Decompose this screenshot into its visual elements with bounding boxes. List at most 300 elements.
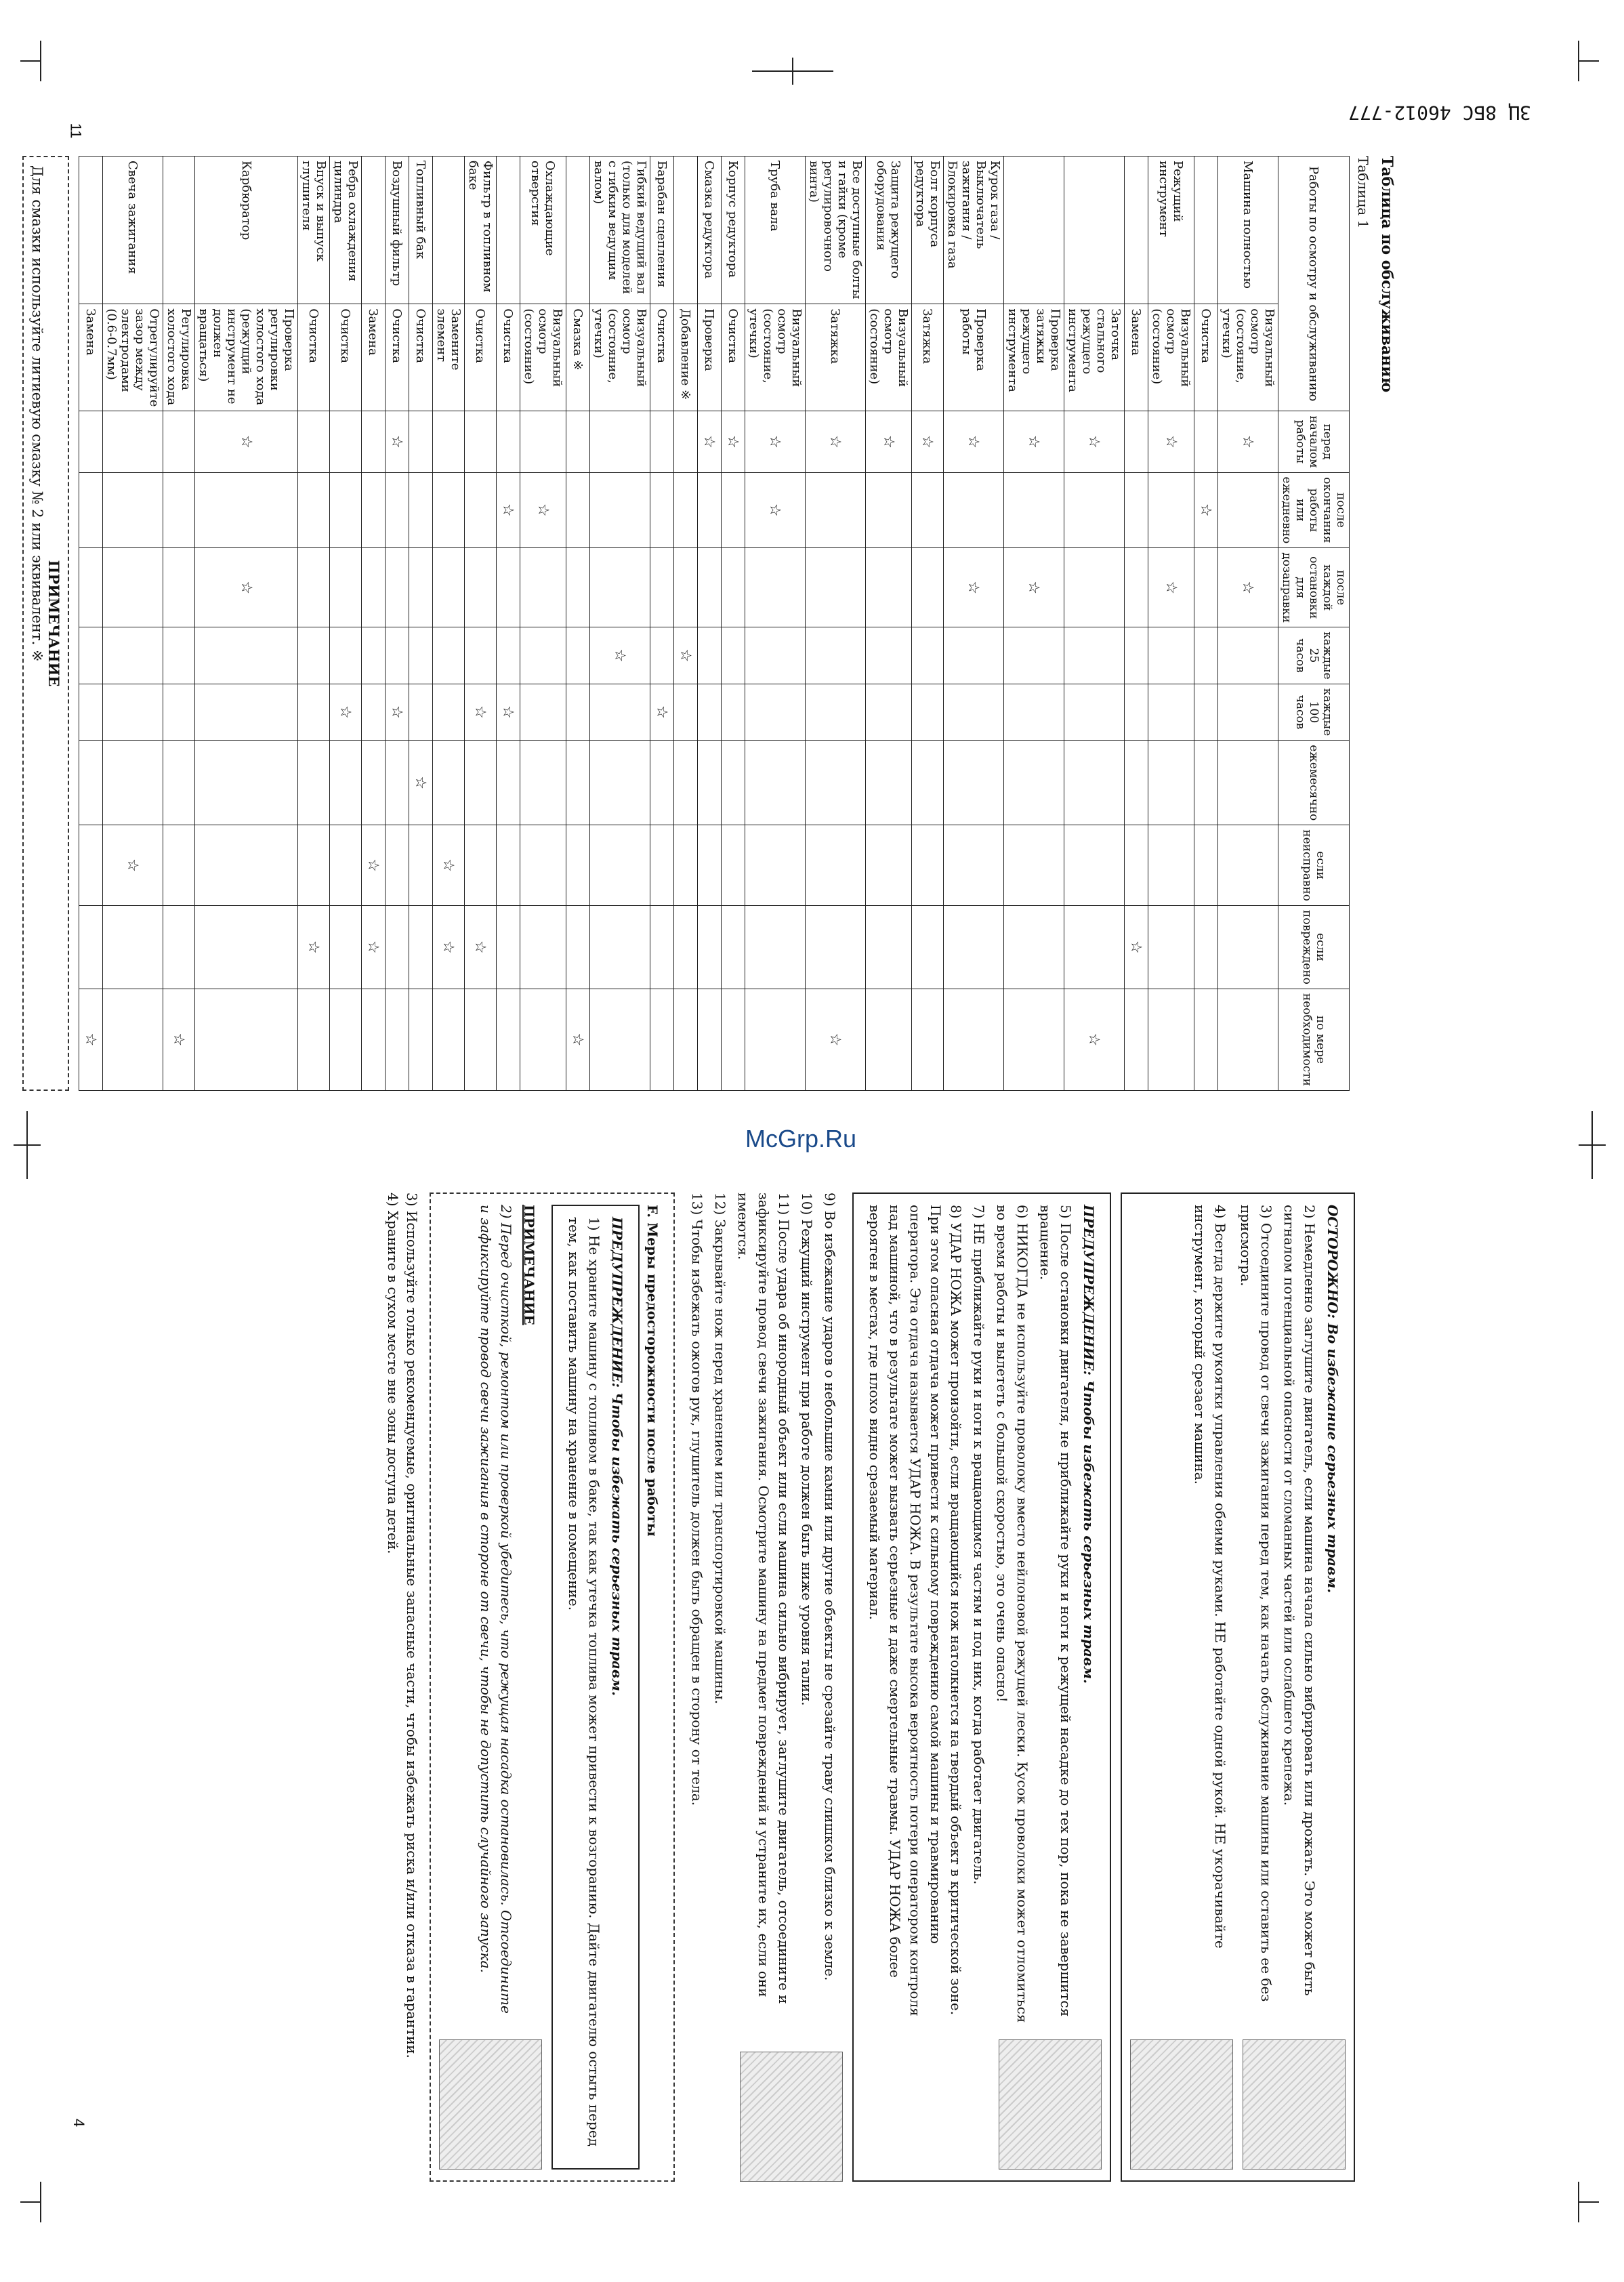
table-cell-empty: [298, 741, 330, 825]
table-cell-empty: [722, 741, 745, 825]
table-cell-empty: [674, 741, 698, 825]
table-cell-empty: [330, 741, 362, 825]
star-mark-icon: ☆: [566, 989, 590, 1090]
illustration-operator: [740, 2052, 843, 2182]
table-cell-empty: [163, 906, 195, 989]
table-cell-empty: [745, 684, 806, 740]
table-cell-empty: [195, 684, 298, 740]
table-cell-empty: [497, 906, 520, 989]
table-cell-item: [1064, 157, 1125, 304]
table-cell-empty: [722, 627, 745, 684]
note-text: Для смазки используйте литиевую смазку № 2 или эквивалент. ※: [29, 165, 45, 662]
table-cell-empty: [298, 684, 330, 740]
table-cell-empty: [195, 825, 298, 906]
table-cell-empty: [1148, 825, 1194, 906]
table-cell-empty: [566, 906, 590, 989]
table-cell-empty: [944, 684, 1004, 740]
table-cell-empty: [806, 684, 866, 740]
table-cell-empty: [745, 548, 806, 627]
table-cell-empty: [1125, 627, 1148, 684]
table-cell-empty: [698, 989, 722, 1090]
table-cell-empty: [866, 472, 912, 548]
table-cell-empty: [1004, 627, 1064, 684]
table-row: [103, 157, 163, 1091]
table-cell-item: Впуск и выпуск глушителя: [298, 157, 330, 304]
table-cell-empty: [866, 684, 912, 740]
table-cell-empty: [103, 906, 163, 989]
table-cell-empty: [1004, 741, 1064, 825]
table-cell-empty: [912, 741, 944, 825]
table-cell-empty: [722, 472, 745, 548]
period-header: каждые 25 часов: [1278, 627, 1350, 684]
table-cell-item: Барабан сцепления: [650, 157, 674, 304]
table-cell-empty: [1148, 989, 1194, 1090]
table-row: [650, 157, 674, 1091]
table-cell-item: [362, 157, 386, 304]
table-cell-empty: [944, 741, 1004, 825]
table-cell-empty: [866, 825, 912, 906]
table-cell-empty: [590, 548, 650, 627]
table-cell-item: Защита режущего оборудования: [866, 157, 912, 304]
star-mark-icon: ☆: [944, 411, 1004, 472]
note-title: ПРИМЕЧАНИЕ: [45, 560, 62, 687]
table-cell-empty: [1218, 627, 1278, 684]
table-cell-item: Воздушный фильтр: [386, 157, 409, 304]
table-cell-empty: [1218, 989, 1278, 1090]
table-row: [409, 157, 433, 1091]
table-cell-empty: [566, 548, 590, 627]
table-cell-empty: [497, 627, 520, 684]
table-cell-empty: [912, 548, 944, 627]
star-mark-icon: ☆: [722, 411, 745, 472]
warnings-panel: [102, 1192, 1355, 2182]
table-cell-empty: [520, 411, 566, 472]
table-row: [520, 157, 566, 1091]
table-row: [1194, 157, 1218, 1091]
table-cell-empty: [195, 741, 298, 825]
table-row: [1148, 157, 1194, 1091]
table-cell-operation: Отрегулируйте зазор между электродами (0.6-0.7мм): [103, 304, 163, 411]
table-row: [722, 157, 745, 1091]
table-cell-empty: [362, 472, 386, 548]
table-cell-empty: [590, 741, 650, 825]
table-cell-empty: [362, 741, 386, 825]
warning-item: 9) Во избежание ударов о небольшие камни или другие объекты не срезайте траву слишком близко к земле.: [822, 1192, 838, 1981]
table-cell-empty: [566, 472, 590, 548]
table-cell-empty: [79, 548, 103, 627]
table-cell-item: [79, 157, 103, 304]
table-cell-operation: Очистка: [1194, 304, 1218, 411]
table-row: [1064, 157, 1125, 1091]
table-cell-operation: Очистка: [386, 304, 409, 411]
table-cell-item: [566, 157, 590, 304]
table-cell-empty: [866, 906, 912, 989]
watermark: McGrp.Ru: [745, 1125, 857, 1153]
table-cell-empty: [330, 989, 362, 1090]
table-cell-empty: [745, 627, 806, 684]
table-cell-empty: [1194, 906, 1218, 989]
table-cell-empty: [806, 472, 866, 548]
table-cell-empty: [386, 906, 409, 989]
table-cell-empty: [698, 825, 722, 906]
table-cell-empty: [433, 684, 465, 740]
table-cell-empty: [698, 627, 722, 684]
table-cell-empty: [362, 989, 386, 1090]
table-cell-empty: [674, 548, 698, 627]
table-cell-operation: Регулировка холостого хода: [163, 304, 195, 411]
star-mark-icon: ☆: [674, 627, 698, 684]
table-cell-operation: Очистка: [330, 304, 362, 411]
warning-item: 1) Не храните машину с топливом в баке, так как утечка топлива может привести к возгоранию. Дайте двигателю остыть перед тем, как поставить машину на хранение в помещение.: [566, 1217, 602, 2146]
star-mark-icon: ☆: [409, 741, 433, 825]
table-cell-empty: [465, 548, 497, 627]
table-cell-empty: [1125, 472, 1148, 548]
table-cell-empty: [433, 548, 465, 627]
period-header: после окончания работы или ежедневно: [1278, 472, 1350, 548]
table-cell-empty: [674, 825, 698, 906]
table-row: [465, 157, 497, 1091]
table-cell-empty: [330, 906, 362, 989]
table-cell-empty: [520, 741, 566, 825]
table-cell-empty: [195, 627, 298, 684]
table-cell-empty: [745, 741, 806, 825]
star-mark-icon: ☆: [465, 906, 497, 989]
table-cell-empty: [298, 989, 330, 1090]
table-cell-empty: [362, 684, 386, 740]
table-cell-empty: [566, 825, 590, 906]
table-cell-item: Карбюратор: [195, 157, 298, 304]
table-cell-empty: [465, 411, 497, 472]
table-cell-empty: [674, 472, 698, 548]
table-cell-empty: [566, 627, 590, 684]
table-row: [1218, 157, 1278, 1091]
table-cell-operation: Замените элемент: [433, 304, 465, 411]
star-mark-icon: ☆: [806, 411, 866, 472]
warning-item: 10) Режущий инструмент при работе должен быть ниже уровня талии.: [799, 1192, 815, 1706]
table-cell-empty: [590, 472, 650, 548]
table-cell-empty: [650, 989, 674, 1090]
table-cell-empty: [722, 684, 745, 740]
table-cell-empty: [1125, 548, 1148, 627]
table-cell-empty: [520, 825, 566, 906]
table-cell-empty: [330, 825, 362, 906]
table-cell-empty: [1148, 472, 1194, 548]
after-work-box: [430, 1192, 675, 2182]
table-cell-empty: [674, 906, 698, 989]
table-cell-empty: [79, 472, 103, 548]
table-cell-empty: [698, 906, 722, 989]
star-mark-icon: ☆: [1004, 548, 1064, 627]
table-cell-item: Болт корпуса редуктора: [912, 157, 944, 304]
table-cell-empty: [386, 627, 409, 684]
document-code: 3Ц 8БС 46012-777: [1348, 102, 1531, 124]
table-cell-empty: [1194, 741, 1218, 825]
period-header: если неисправно: [1278, 825, 1350, 906]
table-row: [298, 157, 330, 1091]
note-item: 3) Используйте только рекомендуемые, оригинальные запасные части, чтобы избежать риска и/или отказа в гарантии.: [404, 1192, 420, 2058]
star-mark-icon: ☆: [103, 825, 163, 906]
table-cell-operation: Проверка затяжки режущего инструмента: [1004, 304, 1064, 411]
warning-item: 12) Закрывайте нож перед хранением или транспортировкой машины.: [712, 1192, 728, 1705]
table-cell-operation: Смазка ※: [566, 304, 590, 411]
table-cell-empty: [386, 472, 409, 548]
table-cell-empty: [1064, 472, 1125, 548]
table-cell-empty: [298, 472, 330, 548]
table-cell-empty: [79, 627, 103, 684]
table-cell-empty: [745, 825, 806, 906]
table-cell-empty: [330, 472, 362, 548]
note-title: ПРИМЕЧАНИЕ: [521, 1205, 537, 1325]
caution-heading: ОСТОРОЖНО: Во избежание серьезных травм.: [1325, 1205, 1341, 1594]
table-cell-empty: [433, 741, 465, 825]
table-cell-empty: [806, 906, 866, 989]
star-mark-icon: ☆: [1218, 548, 1278, 627]
works-column-header: Работы по осмотру и обслуживанию: [1278, 157, 1350, 411]
table-row: [330, 157, 362, 1091]
table-cell-empty: [912, 627, 944, 684]
table-cell-item: Гибкий ведущий вал (только для моделей с гибким ведущим валом): [590, 157, 650, 304]
table-cell-empty: [520, 684, 566, 740]
table-cell-empty: [1194, 684, 1218, 740]
table-row: [944, 157, 1004, 1091]
table-cell-empty: [409, 684, 433, 740]
table-cell-empty: [1004, 825, 1064, 906]
table-cell-empty: [866, 989, 912, 1090]
table-row: [195, 157, 298, 1091]
table-cell-empty: [722, 989, 745, 1090]
table-cell-empty: [433, 989, 465, 1090]
table-cell-empty: [698, 472, 722, 548]
star-mark-icon: ☆: [362, 906, 386, 989]
star-mark-icon: ☆: [698, 411, 722, 472]
table-row: [698, 157, 722, 1091]
table-cell-operation: Проверка: [698, 304, 722, 411]
star-mark-icon: ☆: [944, 548, 1004, 627]
star-mark-icon: ☆: [330, 684, 362, 740]
table-cell-empty: [79, 825, 103, 906]
table-cell-item: [674, 157, 698, 304]
table-cell-empty: [103, 548, 163, 627]
table-cell-empty: [1125, 825, 1148, 906]
table-row: [566, 157, 590, 1091]
star-mark-icon: ☆: [195, 411, 298, 472]
warning-item: 7) НЕ приближайте руки и ноги к вращающимся частям и под них, когда работает двигатель.: [971, 1205, 987, 1885]
star-mark-icon: ☆: [298, 906, 330, 989]
period-header: ежемесячно: [1278, 741, 1350, 825]
table-cell-item: Смазка редуктора: [698, 157, 722, 304]
table-cell-empty: [1148, 906, 1194, 989]
table-cell-empty: [698, 684, 722, 740]
table-cell-empty: [362, 411, 386, 472]
table-cell-empty: [409, 627, 433, 684]
table-cell-empty: [650, 472, 674, 548]
table-row: [806, 157, 866, 1091]
table-cell-empty: [362, 548, 386, 627]
table-cell-operation: Проверка регулировки холостого хода (режущий инструмент не должен вращаться): [195, 304, 298, 411]
table-cell-empty: [650, 825, 674, 906]
warning-item: 4) Всегда держите рукоятки управления обеими руками. НЕ работайте одной рукой. НЕ укорачивайте инструмент, который срезает машина.: [1192, 1205, 1228, 1949]
table-cell-operation: Замена: [79, 304, 103, 411]
star-mark-icon: ☆: [590, 627, 650, 684]
table-cell-empty: [520, 989, 566, 1090]
table-title: Таблица по обслуживанию: [1378, 156, 1396, 393]
table-cell-empty: [386, 741, 409, 825]
table-cell-empty: [1148, 627, 1194, 684]
table-cell-empty: [1004, 684, 1064, 740]
table-cell-empty: [944, 825, 1004, 906]
table-cell-empty: [465, 741, 497, 825]
safety-list: [684, 1192, 843, 2182]
table-cell-operation: Визуальный осмотр (состояние, утечки): [745, 304, 806, 411]
table-cell-empty: [674, 684, 698, 740]
table-cell-empty: [590, 989, 650, 1090]
table-cell-empty: [433, 627, 465, 684]
table-row: [433, 157, 465, 1091]
table-cell-empty: [944, 472, 1004, 548]
table-cell-item: Курок газа / Выключатель зажигания / Блокировка газа: [944, 157, 1004, 304]
table-cell-empty: [195, 906, 298, 989]
table-cell-item: [1004, 157, 1064, 304]
table-cell-empty: [566, 411, 590, 472]
table-row: [79, 157, 103, 1091]
table-cell-empty: [163, 825, 195, 906]
table-cell-empty: [433, 411, 465, 472]
table-note: [22, 156, 69, 1091]
table-cell-item: Топливный бак: [409, 157, 433, 304]
table-cell-item: Ребра охлаждения цилиндра: [330, 157, 362, 304]
table-cell-empty: [1194, 411, 1218, 472]
table-row: [912, 157, 944, 1091]
table-cell-operation: Проверка работы: [944, 304, 1004, 411]
star-mark-icon: ☆: [866, 411, 912, 472]
star-mark-icon: ☆: [79, 989, 103, 1090]
table-cell-empty: [163, 548, 195, 627]
table-cell-empty: [163, 472, 195, 548]
table-cell-empty: [1194, 548, 1218, 627]
table-cell-empty: [103, 627, 163, 684]
table-cell-empty: [1194, 627, 1218, 684]
warning-item: 13) Чтобы избежать ожогов рук, глушитель должен быть обращен в сторону от тела.: [689, 1192, 705, 1806]
table-cell-empty: [944, 627, 1004, 684]
table-cell-empty: [1194, 825, 1218, 906]
table-cell-empty: [912, 989, 944, 1090]
page-number-left: 11: [67, 123, 85, 139]
table-cell-empty: [79, 411, 103, 472]
maintenance-table-panel: [29, 156, 1396, 1091]
table-subtitle: Таблица 1: [1355, 156, 1371, 229]
table-cell-empty: [409, 825, 433, 906]
table-cell-empty: [330, 411, 362, 472]
table-cell-empty: [1064, 741, 1125, 825]
table-cell-operation: Очистка: [650, 304, 674, 411]
table-row: [163, 157, 195, 1091]
table-cell-empty: [650, 411, 674, 472]
star-mark-icon: ☆: [745, 472, 806, 548]
table-cell-empty: [650, 741, 674, 825]
table-cell-empty: [806, 825, 866, 906]
table-cell-empty: [912, 684, 944, 740]
table-cell-empty: [722, 825, 745, 906]
table-cell-empty: [433, 472, 465, 548]
illustration-kickback: [999, 2039, 1102, 2170]
star-mark-icon: ☆: [386, 684, 409, 740]
table-cell-empty: [298, 548, 330, 627]
table-cell-empty: [745, 906, 806, 989]
table-cell-item: [1125, 157, 1148, 304]
period-header: после каждой остановки для дозаправки: [1278, 548, 1350, 627]
table-cell-empty: [806, 741, 866, 825]
table-cell-empty: [590, 411, 650, 472]
table-cell-empty: [590, 825, 650, 906]
table-cell-item: Машина полностью: [1218, 157, 1278, 304]
table-cell-empty: [409, 906, 433, 989]
maintenance-table: [79, 156, 1350, 1091]
star-mark-icon: ☆: [195, 548, 298, 627]
table-cell-operation: Замена: [362, 304, 386, 411]
note-item: 4) Храните в сухом месте вне зоны доступа детей.: [385, 1192, 401, 1554]
star-mark-icon: ☆: [1194, 472, 1218, 548]
table-cell-empty: [912, 825, 944, 906]
table-cell-empty: [1064, 825, 1125, 906]
table-cell-empty: [722, 906, 745, 989]
table-cell-item: Охлаждающие отверстия: [520, 157, 566, 304]
table-cell-empty: [912, 472, 944, 548]
star-mark-icon: ☆: [386, 411, 409, 472]
period-header: перед началом работы: [1278, 411, 1350, 472]
table-cell-empty: [298, 825, 330, 906]
table-cell-empty: [566, 684, 590, 740]
table-cell-empty: [497, 548, 520, 627]
star-mark-icon: ☆: [433, 906, 465, 989]
table-cell-empty: [409, 411, 433, 472]
star-mark-icon: ☆: [163, 989, 195, 1090]
table-cell-empty: [1125, 411, 1148, 472]
star-mark-icon: ☆: [1064, 989, 1125, 1090]
table-cell-empty: [520, 906, 566, 989]
table-cell-empty: [1004, 989, 1064, 1090]
table-cell-empty: [590, 906, 650, 989]
table-row: [1125, 157, 1148, 1091]
table-cell-operation: Затяжка: [912, 304, 944, 411]
table-cell-empty: [103, 989, 163, 1090]
table-cell-item: [163, 157, 195, 304]
table-cell-empty: [650, 906, 674, 989]
star-mark-icon: ☆: [1218, 411, 1278, 472]
period-header: по мере необходимости: [1278, 989, 1350, 1090]
table-cell-empty: [163, 411, 195, 472]
table-cell-empty: [497, 825, 520, 906]
table-cell-empty: [866, 627, 912, 684]
table-cell-empty: [1218, 741, 1278, 825]
table-cell-empty: [497, 741, 520, 825]
table-cell-empty: [944, 989, 1004, 1090]
table-cell-empty: [330, 627, 362, 684]
star-mark-icon: ☆: [745, 411, 806, 472]
table-cell-empty: [674, 411, 698, 472]
table-cell-empty: [1064, 627, 1125, 684]
table-cell-empty: [806, 548, 866, 627]
table-row: [674, 157, 698, 1091]
illustration-prohibited: [1130, 2039, 1233, 2170]
table-cell-empty: [806, 627, 866, 684]
warning-item: 2) Немедленно заглушите двигатель, если машина начала сильно вибрировать или дрожать. Это может быть сигналом потенциальной опасности от сломанных частей или ослабшего крепежа.: [1281, 1205, 1318, 1996]
table-cell-empty: [330, 548, 362, 627]
table-cell-empty: [1194, 989, 1218, 1090]
table-cell-empty: [1064, 548, 1125, 627]
table-cell-empty: [103, 411, 163, 472]
table-cell-empty: [103, 741, 163, 825]
star-mark-icon: ☆: [497, 684, 520, 740]
